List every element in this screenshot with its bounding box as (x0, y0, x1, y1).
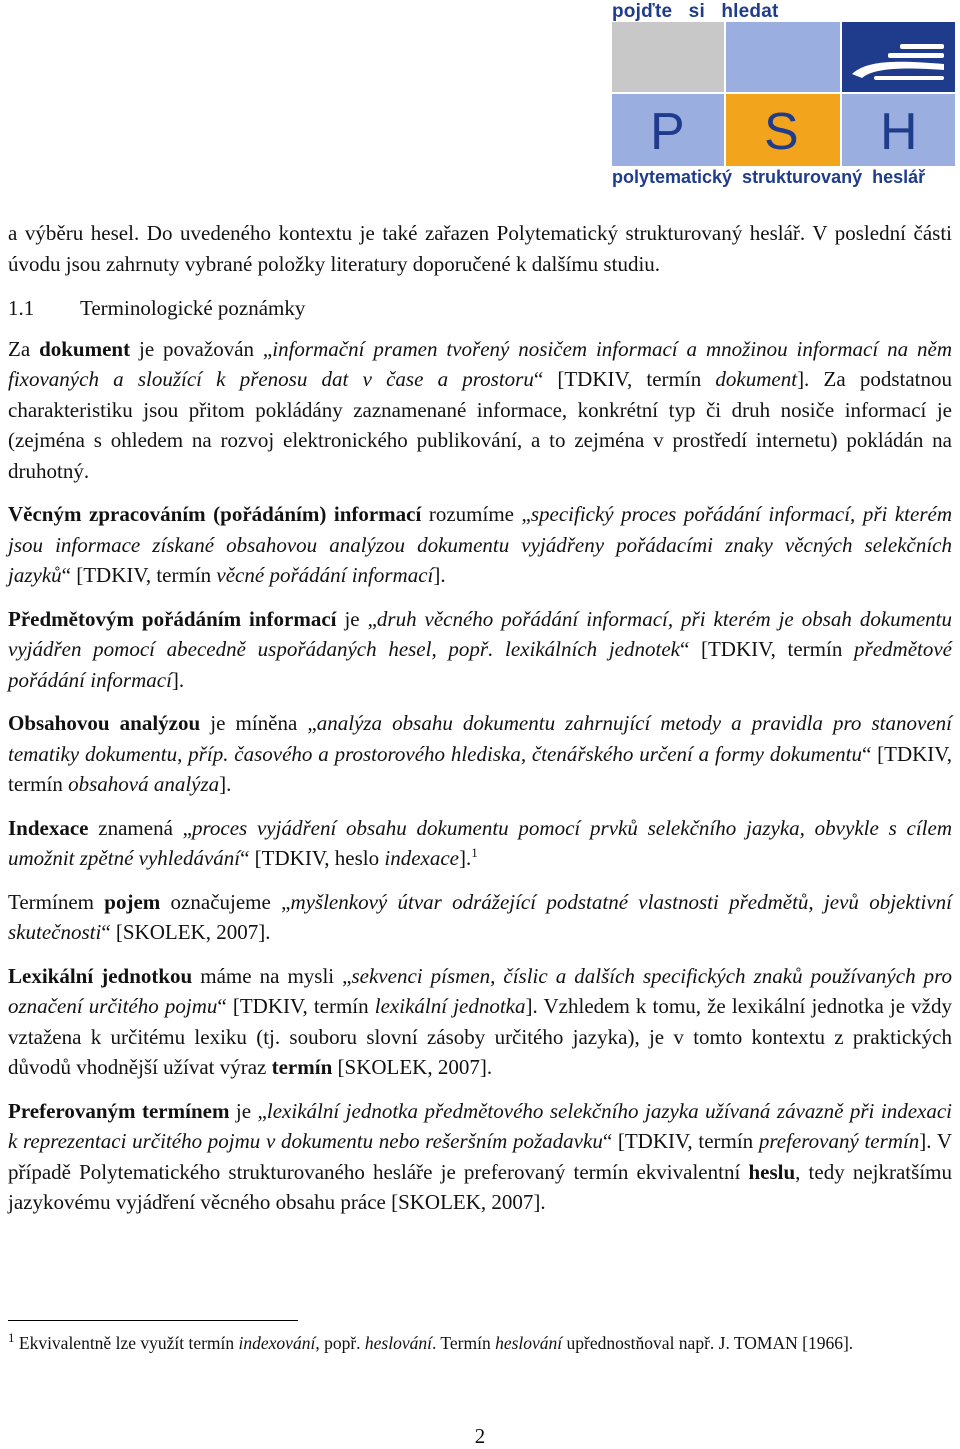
psh-logo (608, 0, 958, 196)
paragraph-obsahova-analyza: Obsahovou analýzou je míněna „analýza obsahu dokumentu zahrnující metody a pravidla pro stanovení tematiky dokumentu, příp. časového a prostorového hlediska, čtenářského určení a formy dokumentu“ [TDKIV, termín obsahová analýza]. (8, 711, 952, 796)
logo-letter-h: H (880, 103, 918, 161)
logo-graphic (612, 22, 955, 166)
document-body (8, 218, 952, 1218)
section-title: Terminologické poznámky (80, 296, 306, 320)
paragraph-indexace: Indexace znamená „proces vyjádření obsahu dokumentu pomocí prvků selekčního jazyka, obvykle s cílem umožnit zpětné vyhledávání“ [TDKIV, heslo indexace].$^1$ (8, 815, 952, 870)
logo-letter-s: S (764, 103, 799, 161)
footnote-ref: 1 (471, 845, 478, 860)
paragraph-pojem: Termínem pojem označujeme „myšlenkový útvar odrážející podstatné vlastnosti předmětů, jevů objektivní skutečnosti“ [SKOLEK, 2007]. (8, 889, 952, 944)
paragraph-vecne-zpracovani: Věcným zpracováním (pořádáním) informací rozumíme „specifický proces pořádání informací, při kterém jsou informace získané obsahovou analýzou dokumentu vyjádřeny pořádacími znaky věcných selekčních jazyků“ [TDKIV, termín věcné pořádání informací]. (8, 502, 952, 587)
logo-subtitle: polytematický strukturovaný heslář (612, 167, 926, 187)
footnote: $^1$ Ekvivalentně lze využít termín indexování, popř. heslování. Termín heslování upřednostňoval např. J. TOMAN [1966]. (8, 1330, 854, 1353)
paragraph-dokument: Za dokument je považován „informační pramen tvořený nosičem informací a množinou informací na něm fixovaných a sloužící k přenosu dat v čase a prostoru“ [TDKIV, termín dokument]. Za podstatnou charakteristiku jsou přitom pokládány zaznamenané informace, konkrétní typ či druh nosiče informací je (zejména s ohledem na rozvoj elektronického publikování, a to zejména v prostředí internetu) pokládán na druhotný. (8, 336, 952, 483)
logo-tagline: pojďte si hledat (612, 1, 779, 22)
footnote-divider (8, 1320, 298, 1321)
paragraph-lexikalni-jednotka: Lexikální jednotkou máme na mysli „sekvenci písmen, číslic a dalších specifických znaků používaných pro označení určitého pojmu“ [TDKIV, termín lexikální jednotka]. Vzhledem k tomu, že lexikální jednotka je vždy vztažena k určitému lexiku (tj. souboru slovní zásoby určitého jazyka), je v tomto kontextu z praktických důvodů vhodnější užívat výraz termín [SKOLEK, 2007]. (8, 963, 952, 1079)
paragraph-preferovany-termin: Preferovaným termínem je „lexikální jednotka předmětového selekčního jazyka užívaná závazně při indexaci k reprezentaci určitého pojmu v dokumentu nebo rešeršním požadavku“ [TDKIV, termín preferovaný termín]. V případě Polytematického strukturovaného hesláře je preferovaný termín ekvivalentní heslu, tedy nejkratšímu jazykovému vyjádření věcného obsahu práce [SKOLEK, 2007]. (8, 1098, 953, 1214)
section-heading (8, 293, 952, 324)
page-number: 2 (474, 1424, 486, 1448)
logo-letter-p: P (650, 103, 685, 161)
section-number: 1.1 (8, 296, 35, 320)
intro-paragraph: a výběru hesel. Do uvedeného kontextu je také zařazen Polytematický strukturovaný heslář. V poslední části úvodu jsou zahrnuty vybrané položky literatury doporučené k dalšímu studiu. (8, 221, 952, 276)
footnote-number: 1 (8, 1330, 15, 1346)
paragraph-predmetove-poradani: Předmětovým pořádáním informací je „druh věcného pořádání informací, při kterém je obsah dokumentu vyjádřen pomocí abecedně uspořádaných hesel, popř. lexikálních jednotek“ [TDKIV, termín předmětové pořádání informací]. (8, 606, 952, 692)
